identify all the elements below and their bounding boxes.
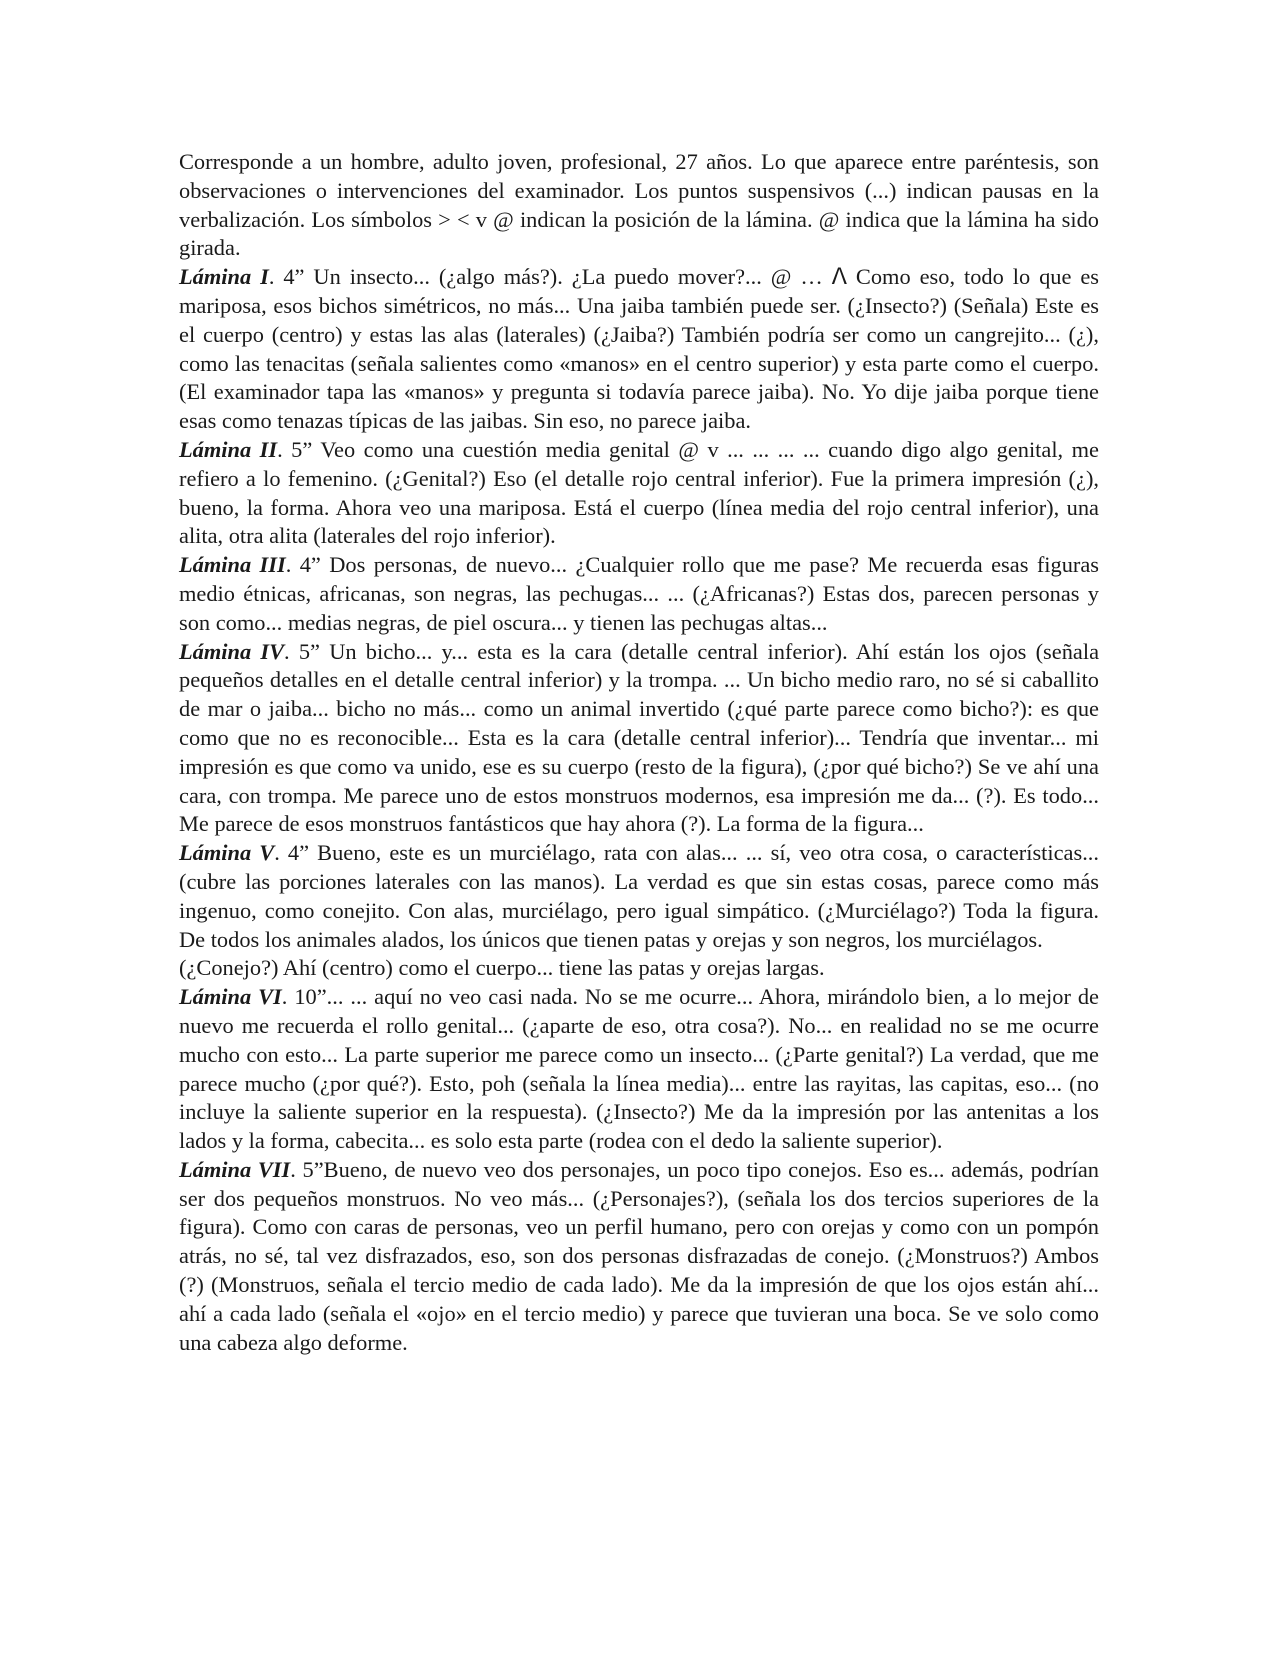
lamina-1-title: Lámina I [179, 264, 269, 290]
intro-paragraph: Corresponde a un hombre, adulto joven, profesional, 27 años. Lo que aparece entre paréntesis, son observaciones o intervenciones del examinador. Los puntos suspensivos (...) indican pausas en la verbalización. Los símbolos > < v @ indican la posición de la lámina. @ indica que la lámina ha sido girada. [179, 149, 1099, 261]
lamina-1-paragraph [179, 263, 1099, 436]
lamina-1-text: . 4” Un insecto... (¿algo más?). ¿La puedo mover?... @ … ᐱ Como eso, todo lo que es mariposa, esos bichos simétricos, no más... Una jaiba también puede ser. (¿Insecto?) (Señala) Este es el cuerpo (centro) y estas las alas (laterales) (¿Jaiba?) También podría ser como un cangrejito... (¿), como las tenacitas (señala salientes como «manos» en el centro superior) y esta parte como el cuerpo. (El examinador tapa las «manos» y pregunta si todavía parece jaiba). No. Yo dije jaiba porque tiene esas como tenazas típicas de las jaibas. Sin eso, no parece jaiba. [179, 264, 1099, 434]
lamina-4-text: . 5” Un bicho... y... esta es la cara (detalle central inferior). Ahí están los ojos (señala pequeños detalles en el detalle central inferior) y la trompa. ... Un bicho medio raro, no sé si caballito de mar o jaiba... bicho no más... como un animal invertido (¿qué parte parece como bicho?): es que como que no es reconocible... Esta es la cara (detalle central inferior)... Tendría que inventar... mi impresión es que como va unido, ese es su cuerpo (resto de la figura), (¿por qué bicho?) Se ve ahí una cara, con trompa. Me parece uno de estos monstruos modernos, esa impresión me da... (?). Es todo... Me parece de esos monstruos fantásticos que hay ahora (?). La forma de la figura... [179, 638, 1100, 837]
lamina-2-title: Lámina II [179, 436, 278, 462]
lamina-5-paragraph [179, 839, 1099, 954]
lamina-5-text: . 4” Bueno, este es un murciélago, rata con alas... ... sí, veo otra cosa, o características... (cubre las porciones laterales con las manos). La verdad es que sin estas cosas, parece como más ingenuo, como conejito. Con alas, murciélago, pero igual simpático. (¿Murciélago?) Toda la figura. De todos los animales alados, los únicos que tienen patas y orejas y son negros, los murciélagos. [179, 840, 1099, 952]
lamina-6-paragraph [179, 983, 1099, 1156]
lamina-5-title: Lámina V [179, 840, 275, 866]
lamina-4-paragraph [179, 638, 1099, 840]
lamina-6-text: . 10”... ... aquí no veo casi nada. No se me ocurre... Ahora, mirándolo bien, a lo mejor de nuevo me recuerda el rollo genital... (¿aparte de eso, otra cosa?). No... en realidad no se me ocurre mucho con esto... La parte superior me parece como un insecto... (¿Parte genital?) La verdad, que me parece mucho (¿por qué?). Esto, poh (señala la línea media)... entre las rayitas, las capitas, eso... (no incluye la saliente superior en la respuesta). (¿Insecto?) Me da la impresión por las antenitas a los lados y la forma, cabecita... es solo esta parte (rodea con el dedo la saliente superior). [179, 984, 1099, 1154]
document-page [179, 148, 1099, 1357]
lamina-3-title: Lámina III [179, 552, 286, 578]
lamina-7-title: Lámina VII [179, 1156, 291, 1182]
lamina-7-text: . 5”Bueno, de nuevo veo dos personajes, un poco tipo conejos. Eso es... además, podrían ser dos pequeños monstruos. No veo más... (¿Personajes?), (señala los dos tercios superiores de la figura). Como con caras de personas, veo un perfil humano, pero con orejas y como con un pompón atrás, no sé, tal vez disfrazados, eso, son dos personas disfrazadas de conejo. (¿Monstruos?) Ambos (?) (Monstruos, señala el tercio medio de cada lado). Me da la impresión de que los ojos están ahí... ahí a cada lado (señala el «ojo» en el tercio medio) y parece que tuvieran una boca. Se ve solo como una cabeza algo deforme. [179, 1156, 1099, 1355]
lamina-2-text: . 5” Veo como una cuestión media genital @ v ... ... ... ... cuando digo algo genital, me refiero a lo femenino. (¿Genital?) Eso (el detalle rojo central inferior). Fue la primera impresión (¿), bueno, la forma. Ahora veo una mariposa. Está el cuerpo (línea media del rojo central inferior), una alita, otra alita (laterales del rojo inferior). [179, 436, 1099, 549]
lamina-6-title: Lámina VI [179, 984, 282, 1010]
conejo-note-paragraph: (¿Conejo?) Ahí (centro) como el cuerpo... tiene las patas y orejas largas. [179, 955, 825, 981]
lamina-2-paragraph [179, 436, 1099, 551]
lamina-3-text: . 4” Dos personas, de nuevo... ¿Cualquier rollo que me pase? Me recuerda esas figuras medio étnicas, africanas, son negras, las pechugas... ... (¿Africanas?) Estas dos, parecen personas y son como... medias negras, de piel oscura... y tienen las pechugas altas... [179, 552, 1099, 635]
lamina-4-title: Lámina IV [179, 638, 285, 664]
lamina-7-paragraph [179, 1156, 1099, 1358]
lamina-3-paragraph [179, 551, 1099, 637]
